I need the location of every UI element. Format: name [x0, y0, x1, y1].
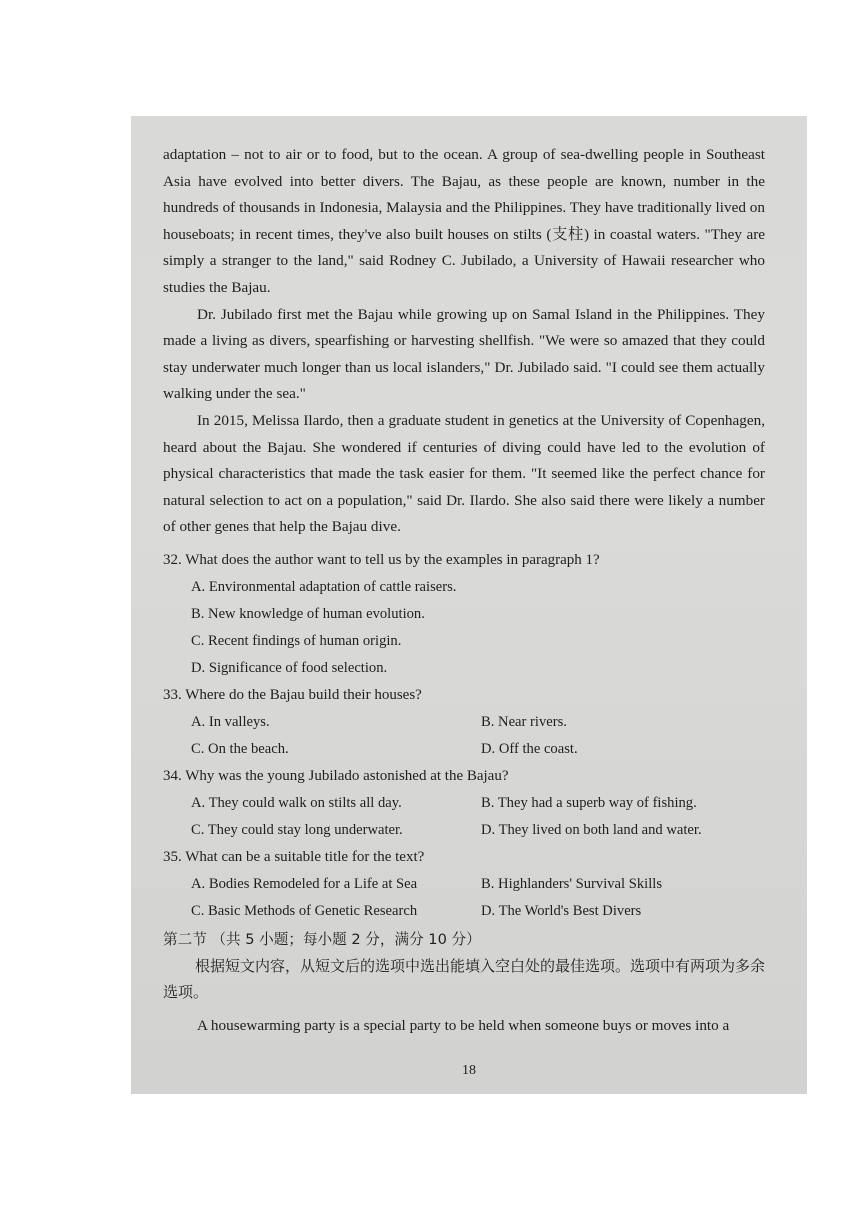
option-row [163, 817, 765, 844]
option-c: C. On the beach. [191, 740, 289, 757]
option-row [163, 898, 765, 925]
option-a: A. Bodies Remodeled for a Life at Sea [191, 875, 418, 892]
passage-paragraph-1: adaptation – not to air or to food, but to the ocean. A group of sea-dwelling people in Southeast Asia have evolved into better divers. The Bajau, as these people are known, number in the hundreds of thousands in Indonesia, Malaysia and the Philippines. They have traditionally lived on houseboats; in recent times, they've also built houses on stilts (支柱) in coastal waters. "They are simply a stranger to the land," said Rodney C. Jubilado, a University of Hawaii researcher who studies the Bajau. [163, 146, 765, 296]
option-row [163, 790, 765, 817]
option-c: C. They could stay long underwater. [191, 821, 403, 838]
exam-page [131, 116, 807, 1094]
option-a: A. They could walk on stilts all day. [191, 794, 402, 811]
option-a: A. Environmental adaptation of cattle raisers. [191, 578, 457, 595]
passage-paragraph-3: In 2015, Melissa Ilardo, then a graduate student in genetics at the University of Copenhagen, heard about the Bajau. She wondered if centuries of diving could have led to the evolution of physical characteristics that made the task easier for them. "It seemed like the perfect chance for natural selection to act on a population," said Dr. Ilardo. She also said there were likely a number of other genes that help the Bajau dive. [163, 411, 765, 536]
question-text: 33. Where do the Bajau build their houses? [163, 686, 422, 703]
option-row [163, 709, 765, 736]
option-b: B. New knowledge of human evolution. [191, 605, 425, 622]
passage-paragraph-2: Dr. Jubilado first met the Bajau while growing up on Samal Island in the Philippines. They made a living as divers, spearfishing or harvesting shellfish. "We were so amazed that they could stay underwater much longer than us local islanders," Dr. Jubilado said. "I could see them actually walking under the sea." [163, 305, 765, 403]
question-34 [163, 763, 765, 844]
passage-next-paragraph: A housewarming party is a special party to be held when someone buys or moves into a [197, 1016, 730, 1034]
question-text: 34. Why was the young Jubilado astonished at the Bajau? [163, 767, 509, 784]
option-d: D. Significance of food selection. [191, 659, 388, 676]
question-text: 35. What can be a suitable title for the text? [163, 848, 425, 865]
question-text: 32. What does the author want to tell us by the examples in paragraph 1? [163, 551, 600, 568]
option-row [163, 871, 765, 898]
option-b: B. Highlanders' Survival Skills [481, 875, 662, 892]
option-d: D. The World's Best Divers [481, 902, 642, 919]
section-instructions: 根据短文内容，从短文后的选项中选出能填入空白处的最佳选项。选项中有两项为多余选项。 [163, 956, 766, 1001]
option-c: C. Basic Methods of Genetic Research [191, 902, 418, 919]
option-b: B. Near rivers. [481, 713, 567, 730]
option-row [163, 736, 765, 763]
option-b: B. They had a superb way of fishing. [481, 794, 697, 811]
option-c: C. Recent findings of human origin. [191, 632, 402, 649]
option-d: D. They lived on both land and water. [481, 821, 702, 838]
question-33 [163, 682, 765, 763]
page-number: 18 [462, 1063, 476, 1078]
option-d: D. Off the coast. [481, 740, 578, 757]
option-a: A. In valleys. [191, 713, 270, 730]
question-32 [163, 547, 765, 682]
question-35 [163, 844, 765, 925]
section-heading: 第二节 （共 5 小题；每小题 2 分，满分 10 分） [163, 930, 481, 948]
